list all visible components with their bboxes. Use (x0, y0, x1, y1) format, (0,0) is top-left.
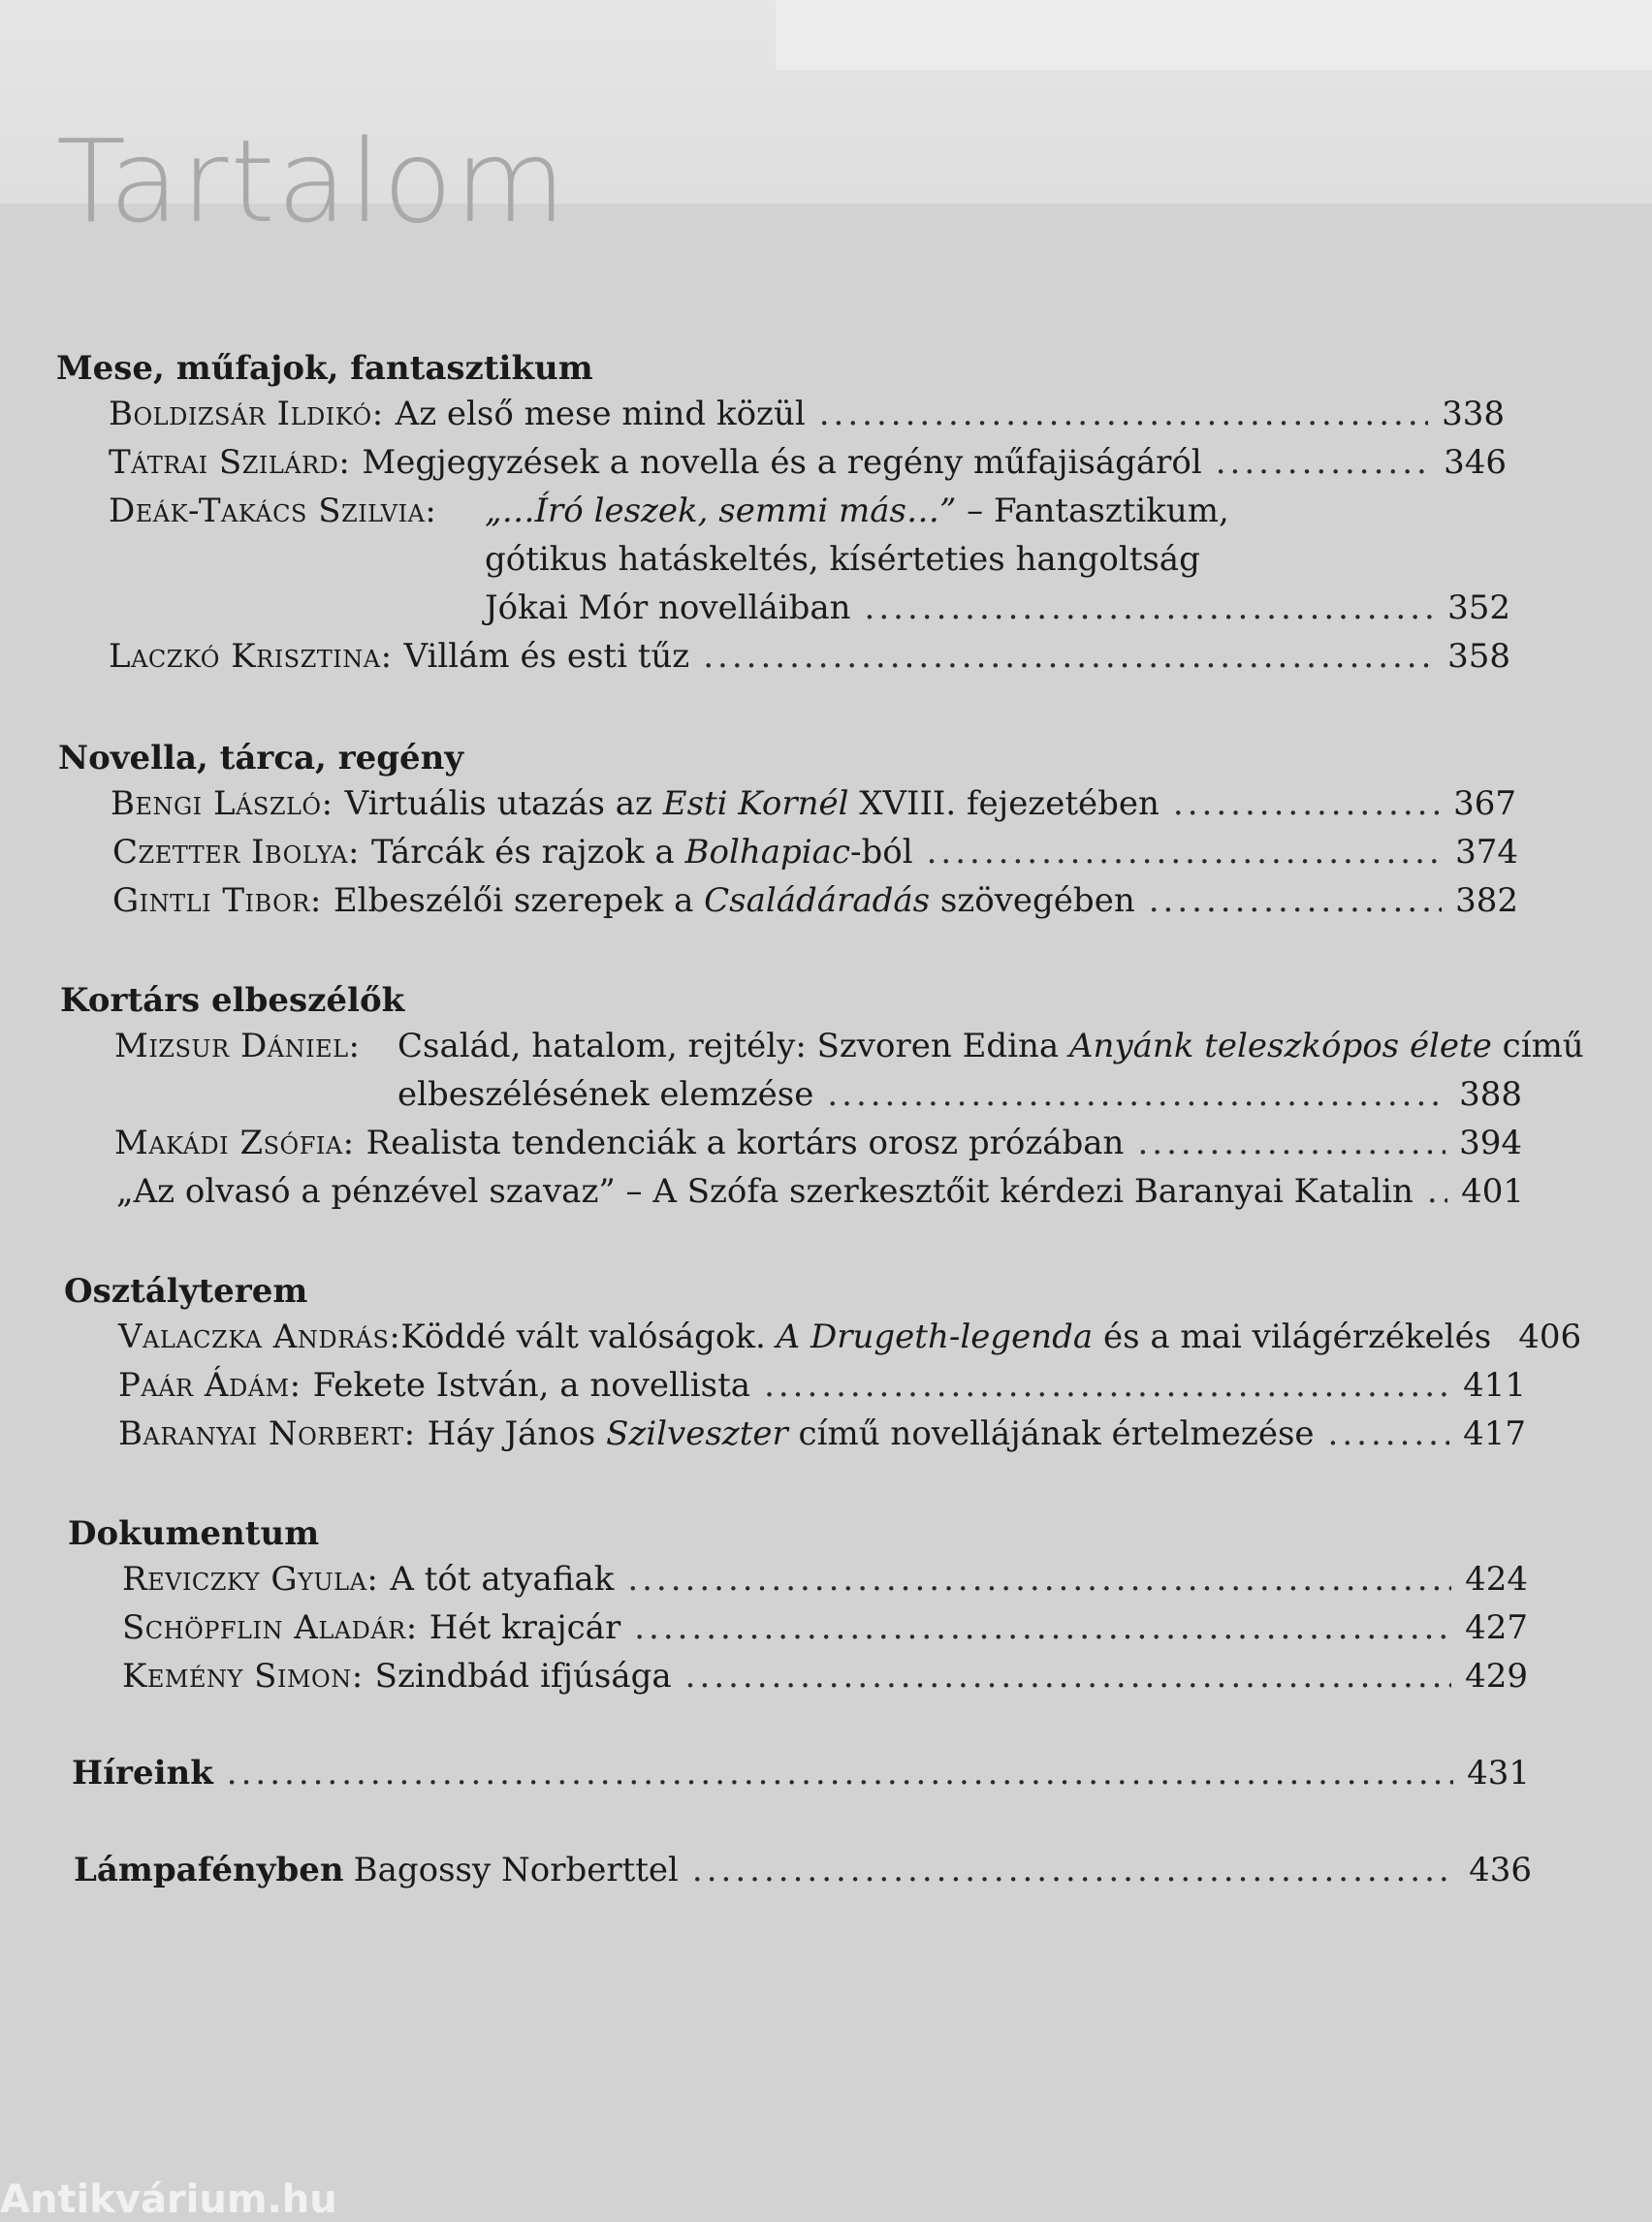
toc-entry (112, 828, 1518, 876)
entry-title: Villám és esti tűz (403, 637, 690, 676)
entry-title-line: gótikus hatáskeltés, kísérteties hangoltság (485, 540, 1200, 579)
entry-page: 374 (1455, 833, 1518, 872)
entry-page: 358 (1447, 637, 1510, 676)
leader-dots (627, 1555, 1451, 1603)
page-title: Tartalom (56, 114, 568, 248)
entry-title: Bagossy Norberttel (353, 1851, 679, 1889)
leader-dots (703, 632, 1434, 681)
entry-title: Szindbád ifjúsága (374, 1657, 672, 1696)
entry-author: Laczkó Krisztina: (109, 637, 393, 676)
entry-title-italic: „…Író leszek, semmi más…” (485, 492, 957, 530)
toc-entry-multiline (114, 1022, 361, 1070)
entry-page: 352 (1447, 588, 1510, 627)
toc-entry (122, 1555, 1528, 1603)
toc-entry (109, 390, 1505, 438)
entry-title: „Az olvasó a pénzével szavaz” – A Szófa szerkesztőit kérdezi Baranyai Katalin (116, 1172, 1414, 1211)
entry-title: Virtuális utazás az Esti Kornél XVIII. fejezetében (344, 784, 1160, 823)
entry-title: elbeszélésének elemzése (397, 1075, 814, 1114)
leader-dots (1427, 1167, 1447, 1216)
leader-dots (685, 1652, 1451, 1700)
entry-title-line (485, 487, 1229, 535)
entry-author: Paár Ádám: (118, 1366, 302, 1405)
watermark: Antikvárium.hu (0, 2177, 337, 2222)
entry-author: Baranyai Norbert: (118, 1414, 416, 1453)
entry-page: 411 (1463, 1366, 1526, 1405)
section-heading: Novella, tárca, regény (58, 739, 464, 778)
entry-author: Bengi László: (111, 784, 334, 823)
section-heading: Dokumentum (68, 1514, 320, 1553)
leader-dots (1328, 1410, 1450, 1458)
entry-page: 406 (1518, 1317, 1582, 1356)
entry-title: A tót atyafiak (390, 1560, 615, 1599)
entry-title: Az első mese mind közül (395, 395, 806, 433)
entry-page: 394 (1459, 1124, 1522, 1162)
toc-standalone-entry (74, 1846, 1532, 1894)
entry-page: 388 (1459, 1075, 1522, 1114)
entry-page: 367 (1453, 784, 1516, 823)
toc-entry (118, 1410, 1526, 1458)
entry-title: Köddé vált valóságok. A Drugeth-legenda és a mai világérzékelés (400, 1317, 1492, 1356)
entry-page: 401 (1461, 1172, 1524, 1211)
entry-page: 436 (1469, 1851, 1532, 1889)
entry-title: Hét krajcár (429, 1608, 621, 1647)
section-heading: Híreink (72, 1754, 213, 1793)
section-heading: Mese, műfajok, fantasztikum (56, 349, 593, 388)
entry-author: Czetter Ibolya: (112, 833, 360, 872)
entry-author: Kemény Simon: (122, 1657, 364, 1696)
entry-author: Boldizsár Ildikó: (109, 395, 384, 433)
entry-page: 431 (1467, 1754, 1530, 1793)
leader-dots (1173, 779, 1440, 828)
toc-entry (114, 1119, 1522, 1167)
toc-entry (122, 1652, 1528, 1700)
toc-entry (118, 1313, 1582, 1361)
entry-title: Realista tendenciák a kortárs orosz prózában (365, 1124, 1125, 1162)
toc-entry (118, 1361, 1526, 1410)
entry-author: Valaczka András: (118, 1317, 401, 1356)
entry-author: Gintli Tibor: (112, 881, 322, 920)
entry-page: 417 (1463, 1414, 1526, 1453)
section-heading: Osztályterem (64, 1272, 308, 1311)
toc-entry (109, 632, 1510, 681)
leader-dots (634, 1603, 1451, 1652)
leader-dots (1137, 1119, 1446, 1167)
entry-title: Megjegyzések a novella és a regény műfajiságáról (362, 443, 1202, 482)
entry-page: 338 (1442, 395, 1505, 433)
entry-title-rest: – Fantasztikum, (956, 492, 1229, 530)
toc-entry (116, 1167, 1524, 1216)
leader-dots (865, 584, 1435, 632)
entry-author: Makádi Zsófia: (114, 1124, 355, 1162)
entry-page: 382 (1455, 881, 1518, 920)
entry-author: Tátrai Szilárd: (109, 443, 351, 482)
toc-standalone-entry (72, 1749, 1530, 1797)
toc-entry (122, 1603, 1528, 1652)
leader-dots (1149, 876, 1442, 925)
entry-title-last-line (485, 584, 1510, 632)
leader-dots (1216, 438, 1430, 487)
entry-title: Jókai Mór novelláiban (485, 588, 851, 627)
entry-title: Háy János Szilveszter című novellájának értelmezése (427, 1414, 1315, 1453)
leader-dots (692, 1846, 1455, 1894)
entry-author: Schöpflin Aladár: (122, 1608, 418, 1647)
toc-entry (112, 876, 1518, 925)
entry-page: 429 (1465, 1657, 1528, 1696)
entry-title: Fekete István, a novellista (312, 1366, 751, 1405)
toc-entry-multiline (109, 487, 436, 535)
leader-dots (227, 1749, 1453, 1797)
entry-page: 346 (1444, 443, 1507, 482)
section-heading: Lámpafényben (74, 1851, 344, 1889)
entry-author: Mizsur Dániel: (114, 1027, 361, 1065)
entry-title-last-line (397, 1070, 1522, 1119)
leader-dots (764, 1361, 1449, 1410)
leader-dots (927, 828, 1442, 876)
entry-title-line: Család, hatalom, rejtély: Szvoren Edina Anyánk teleszkópos élete című (397, 1027, 1584, 1065)
entry-author: Reviczky Gyula: (122, 1560, 379, 1599)
section-heading: Kortárs elbeszélők (60, 981, 405, 1020)
entry-title: Elbeszélői szerepek a Családáradás szövegében (333, 881, 1135, 920)
entry-page: 427 (1465, 1608, 1528, 1647)
toc-entry (109, 438, 1507, 487)
leader-dots (819, 390, 1428, 438)
toc-entry (111, 779, 1516, 828)
entry-page: 424 (1465, 1560, 1528, 1599)
entry-title: Tárcák és rajzok a Bolhapiac-ból (370, 833, 913, 872)
leader-dots (827, 1070, 1446, 1119)
entry-author: Deák-Takács Szilvia: (109, 492, 437, 530)
